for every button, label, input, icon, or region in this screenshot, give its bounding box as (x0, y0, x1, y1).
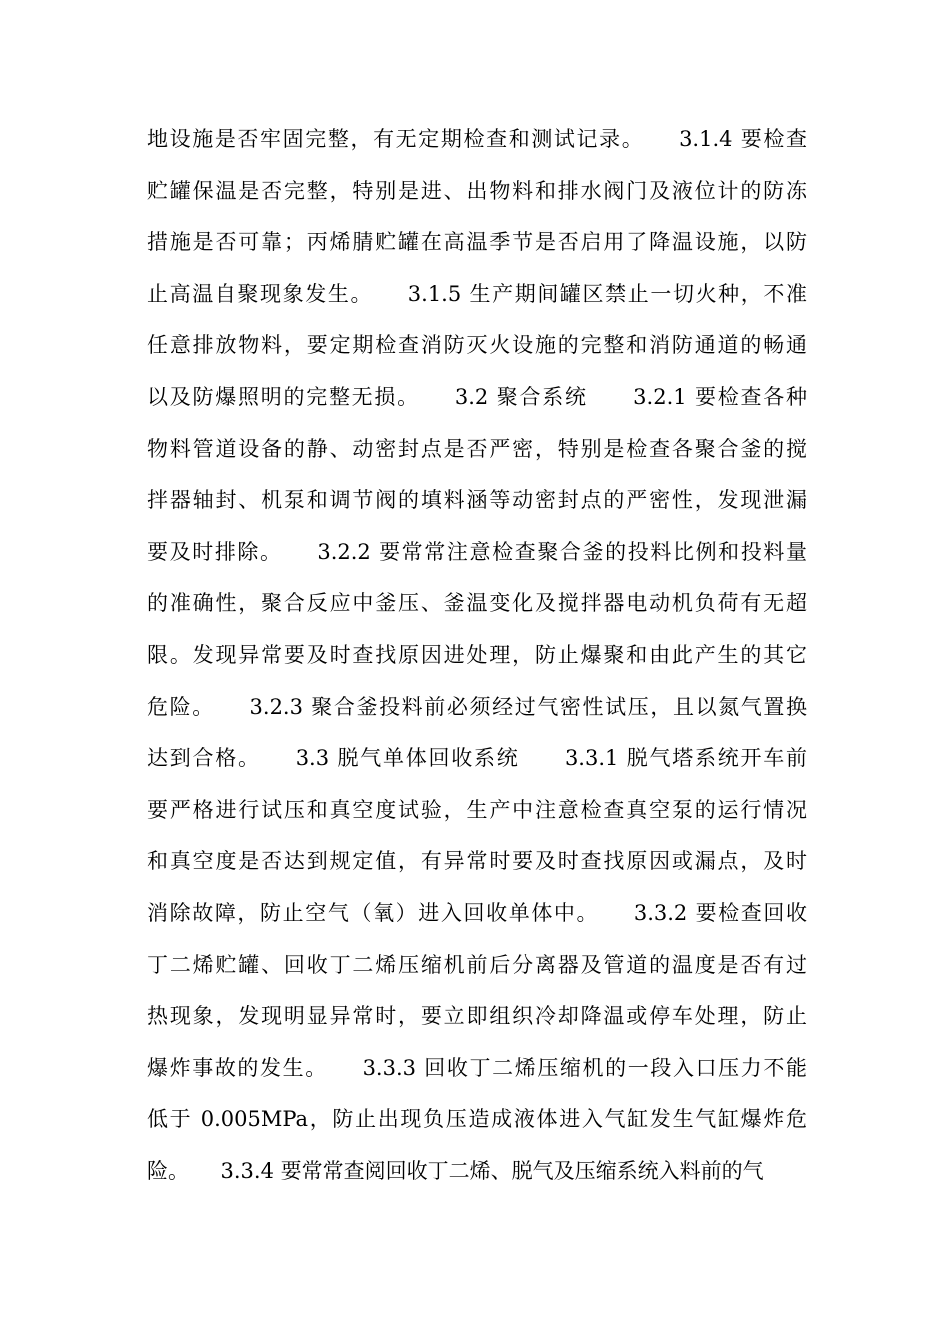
text-line: 地设施是否牢固完整，有无定期检查和测试记录。 3.1.4 要检查 (147, 127, 807, 151)
text-line: 贮罐保温是否完整，特别是进、出物料和排水阀门及液位计的防冻 (147, 178, 807, 203)
text-line: 要及时排除。 3.2.2 要常常注意检查聚合釜的投料比例和投料量 (147, 539, 807, 564)
text-line: 以及防爆照明的完整无损。 3.2 聚合系统 3.2.1 要检查各种 (147, 384, 807, 409)
text-line: 的准确性，聚合反应中釜压、釜温变化及搅拌器电动机负荷有无超 (147, 591, 807, 616)
text-line: 消除故障，防止空气（氧）进入回收单体中。 3.3.2 要检查回收 (147, 900, 807, 925)
text-line: 危险。 3.2.3 聚合釜投料前必须经过气密性试压，且以氮气置换 (147, 694, 807, 719)
body-text (147, 114, 807, 1197)
text-line: 险。 3.3.4 要常常查阅回收丁二烯、脱气及压缩系统入料前的气 (147, 1158, 764, 1183)
text-line: 达到合格。 3.3 脱气单体回收系统 3.3.1 脱气塔系统开车前 (147, 746, 807, 771)
text-line: 和真空度是否达到规定值，有异常时要及时查找原因或漏点，及时 (147, 849, 807, 874)
text-line: 热现象，发现明显异常时，要立即组织冷却降温或停车处理，防止 (147, 1004, 807, 1029)
text-line: 拌器轴封、机泵和调节阀的填料涵等动密封点的严密性，发现泄漏 (147, 488, 807, 513)
text-line: 物料管道设备的静、动密封点是否严密，特别是检查各聚合釜的搅 (147, 436, 807, 461)
text-line: 低于 0.005MPa，防止出现负压造成液体进入气缸发生气缸爆炸危 (147, 1107, 807, 1132)
text-line: 限。发现异常要及时查找原因进处理，防止爆聚和由此产生的其它 (147, 642, 807, 667)
text-line: 止高温自聚现象发生。 3.1.5 生产期间罐区禁止一切火种，不准 (147, 281, 807, 306)
text-line: 任意排放物料，要定期检查消防灭火设施的完整和消防通道的畅通 (147, 333, 807, 358)
text-line: 丁二烯贮罐、回收丁二烯压缩机前后分离器及管道的温度是否有过 (147, 952, 807, 977)
text-line: 要严格进行试压和真空度试验，生产中注意检查真空泵的运行情况 (147, 797, 807, 822)
text-line: 爆炸事故的发生。 3.3.3 回收丁二烯压缩机的一段入口压力不能 (147, 1055, 807, 1080)
text-line: 措施是否可靠；丙烯腈贮罐在高温季节是否启用了降温设施，以防 (147, 230, 807, 255)
